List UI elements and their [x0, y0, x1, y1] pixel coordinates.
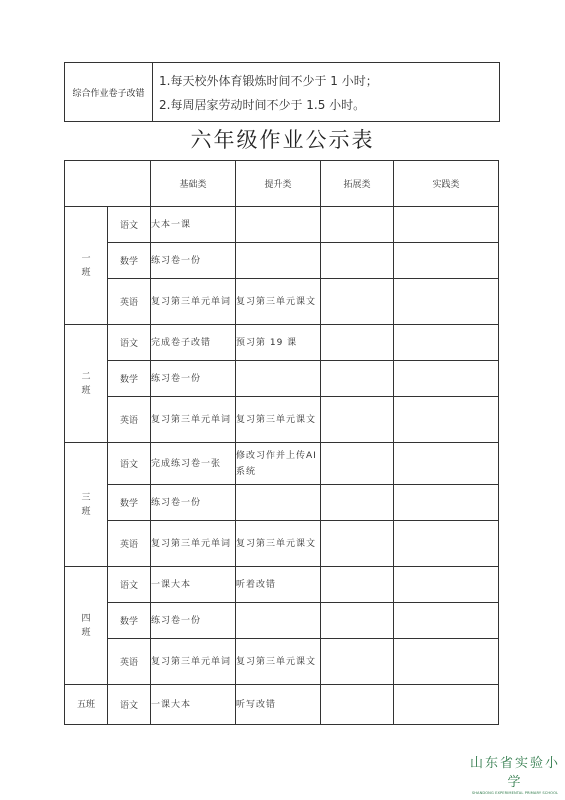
- basic-cell: 练习卷一份: [151, 603, 236, 639]
- table-row: [65, 685, 499, 725]
- practice-cell: [394, 603, 499, 639]
- improve-cell: 复习第三单元课文: [236, 639, 321, 685]
- table-row: [65, 603, 499, 639]
- class-name-cell: 三 班: [65, 443, 108, 567]
- basic-cell: 复习第三单元单词: [151, 521, 236, 567]
- improve-cell: [236, 361, 321, 397]
- class-name-cell: 四 班: [65, 567, 108, 685]
- table-row: [65, 521, 499, 567]
- page-title: 六年级作业公示表: [190, 128, 375, 152]
- table-row: [65, 567, 499, 603]
- improve-cell: [236, 207, 321, 243]
- top-box-line-2: 2.每周居家劳动时间不少于 1.5 小时。: [159, 98, 366, 112]
- header-practice: 实践类: [394, 161, 499, 207]
- extend-cell: [321, 639, 394, 685]
- table-row: [65, 243, 499, 279]
- class-name-cell: 一 班: [65, 207, 108, 325]
- improve-cell: 复习第三单元课文: [236, 397, 321, 443]
- subject-cell: 语文: [108, 567, 151, 603]
- subject-cell: 英语: [108, 521, 151, 567]
- extend-cell: [321, 567, 394, 603]
- table-row: [65, 207, 499, 243]
- improve-cell: 复习第三单元课文: [236, 279, 321, 325]
- basic-cell: 完成卷子改错: [151, 325, 236, 361]
- header-extend: 拓展类: [321, 161, 394, 207]
- improve-cell: [236, 485, 321, 521]
- subject-cell: 英语: [108, 397, 151, 443]
- subject-cell: 语文: [108, 685, 151, 725]
- table-row: [65, 325, 499, 361]
- table-row: [65, 397, 499, 443]
- basic-cell: 练习卷一份: [151, 485, 236, 521]
- extend-cell: [321, 685, 394, 725]
- homework-table: [64, 160, 499, 725]
- basic-cell: 练习卷一份: [151, 243, 236, 279]
- header-basic: 基础类: [151, 161, 236, 207]
- class-name-cell: 二 班: [65, 325, 108, 443]
- improve-cell: 预习第 19 课: [236, 325, 321, 361]
- subject-cell: 语文: [108, 325, 151, 361]
- subject-cell: 英语: [108, 279, 151, 325]
- practice-cell: [394, 397, 499, 443]
- basic-cell: 完成练习卷一张: [151, 443, 236, 485]
- subject-cell: 数学: [108, 603, 151, 639]
- basic-cell: 一课大本: [151, 567, 236, 603]
- extend-cell: [321, 521, 394, 567]
- subject-cell: 数学: [108, 243, 151, 279]
- extend-cell: [321, 243, 394, 279]
- basic-cell: 大本一课: [151, 207, 236, 243]
- top-box-line-1: 1.每天校外体育锻炼时间不少于 1 小时；: [159, 74, 378, 88]
- header-blank: [65, 161, 151, 207]
- improve-cell: 听写改错: [236, 685, 321, 725]
- basic-cell: 一课大本: [151, 685, 236, 725]
- practice-cell: [394, 325, 499, 361]
- practice-cell: [394, 361, 499, 397]
- subject-cell: 英语: [108, 639, 151, 685]
- extend-cell: [321, 397, 394, 443]
- extend-cell: [321, 361, 394, 397]
- top-box-label: 综合作业卷子改错: [65, 63, 153, 121]
- extend-cell: [321, 443, 394, 485]
- subject-cell: 数学: [108, 361, 151, 397]
- extend-cell: [321, 485, 394, 521]
- table-row: [65, 485, 499, 521]
- table-header-row: [65, 161, 499, 207]
- school-logo: [470, 752, 560, 795]
- extend-cell: [321, 207, 394, 243]
- subject-cell: 语文: [108, 207, 151, 243]
- basic-cell: 复习第三单元单词: [151, 279, 236, 325]
- class-name-cell: 五班: [65, 685, 108, 725]
- improve-cell: 修改习作并上传AI系统: [236, 443, 321, 485]
- logo-english-name: SHANDONG EXPERIMENTAL PRIMARY SCHOOL: [471, 791, 559, 795]
- practice-cell: [394, 485, 499, 521]
- subject-cell: 语文: [108, 443, 151, 485]
- top-summary-box: [64, 62, 500, 122]
- subject-cell: 数学: [108, 485, 151, 521]
- practice-cell: [394, 639, 499, 685]
- practice-cell: [394, 685, 499, 725]
- extend-cell: [321, 279, 394, 325]
- extend-cell: [321, 603, 394, 639]
- practice-cell: [394, 243, 499, 279]
- improve-cell: 复习第三单元课文: [236, 521, 321, 567]
- practice-cell: [394, 567, 499, 603]
- improve-cell: [236, 243, 321, 279]
- table-row: [65, 361, 499, 397]
- practice-cell: [394, 207, 499, 243]
- improve-cell: [236, 603, 321, 639]
- logo-chinese-name: 山东省实验小学: [470, 756, 561, 790]
- improve-cell: 听着改错: [236, 567, 321, 603]
- practice-cell: [394, 443, 499, 485]
- extend-cell: [321, 325, 394, 361]
- table-row: [65, 443, 499, 485]
- basic-cell: 练习卷一份: [151, 361, 236, 397]
- basic-cell: 复习第三单元单词: [151, 397, 236, 443]
- basic-cell: 复习第三单元单词: [151, 639, 236, 685]
- table-row: [65, 639, 499, 685]
- header-improve: 提升类: [236, 161, 321, 207]
- table-row: [65, 279, 499, 325]
- practice-cell: [394, 521, 499, 567]
- practice-cell: [394, 279, 499, 325]
